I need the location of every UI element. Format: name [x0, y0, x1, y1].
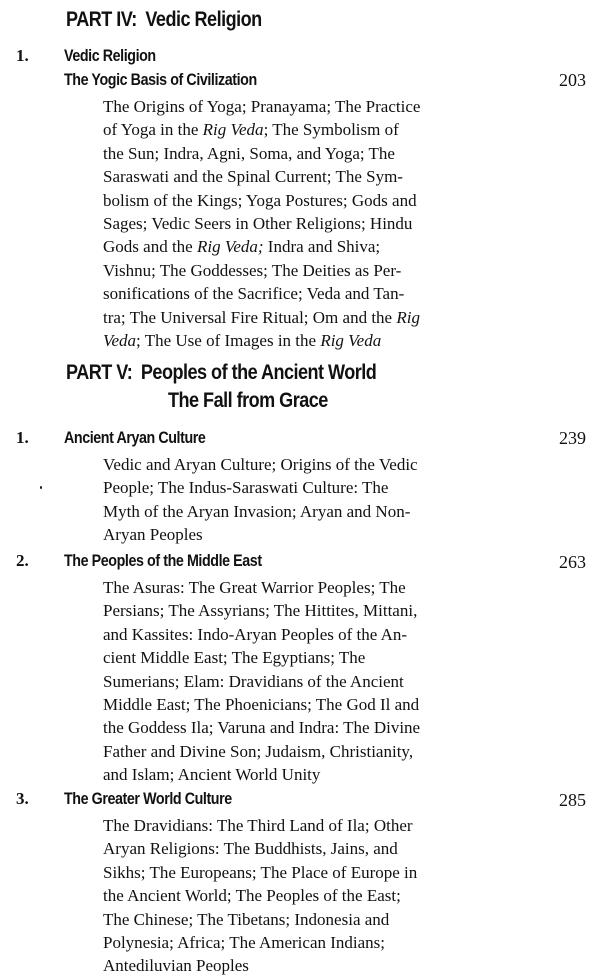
description-line: Gods and the Rig Veda; Indra and Shiva; — [103, 237, 381, 257]
p5-ch3-number: 3. — [16, 789, 29, 808]
p4-ch1-page-number[interactable]: 203 — [559, 70, 586, 90]
description-line: bolism of the Kings; Yoga Postures; Gods and — [103, 190, 417, 210]
p5-ch1-title[interactable]: Ancient Aryan Culture — [64, 428, 206, 447]
p4-ch1-title-line2[interactable]: The Yogic Basis of Civilization — [64, 70, 257, 89]
description-line: The Dravidians: The Third Land of Ila; Other — [103, 816, 413, 835]
p5-ch2-title[interactable]: The Peoples of the Middle East — [64, 551, 262, 570]
description-line: tra; The Universal Fire Ritual; Om and the Rig — [103, 307, 420, 327]
description-line: Vedic and Aryan Culture; Origins of the Vedic — [103, 455, 418, 474]
description-line: Vishnu; The Goddesses; The Deities as Per- — [103, 260, 402, 280]
description-line: sonifications of the Sacrifice; Veda and Tan- — [103, 284, 405, 304]
description-line: Sages; Vedic Seers in Other Religions; Hindu — [103, 214, 413, 234]
p4-ch1-title-line1[interactable]: Vedic Religion — [64, 46, 156, 65]
p5-ch3-page-number[interactable]: 285 — [559, 790, 586, 810]
print-speck — [40, 486, 42, 489]
description-line: The Chinese; The Tibetans; Indonesia and — [103, 909, 390, 929]
description-line: Father and Divine Son; Judaism, Christianity, — [103, 741, 414, 761]
part-5-label: PART V: — [66, 361, 133, 384]
p5-ch1-page-number[interactable]: 239 — [559, 428, 586, 448]
p4-ch1-number: 1. — [16, 46, 29, 65]
part-5-subtitle: The Fall from Grace — [168, 389, 328, 412]
p5-ch2-description — [103, 576, 488, 787]
p5-ch3-description — [103, 814, 488, 978]
p4-ch1-description — [103, 95, 488, 352]
part-5-heading — [66, 361, 376, 385]
p5-ch2-page-number[interactable]: 263 — [559, 552, 586, 572]
description-line: Sumerians; Elam: Dravidians of the Ancient — [103, 671, 404, 691]
part-4-heading — [66, 8, 262, 32]
description-line: Antediluvian Peoples — [103, 956, 249, 976]
p5-ch1-description — [103, 453, 488, 547]
description-line: People; The Indus-Saraswati Culture: The — [103, 478, 389, 498]
p5-ch2-number: 2. — [16, 551, 29, 570]
description-line: Aryan Religions: The Buddhists, Jains, and — [103, 839, 398, 859]
description-line: cient Middle East; The Egyptians; The — [103, 648, 366, 668]
part-4-title: Vedic Religion — [145, 8, 262, 31]
part-5-title: Peoples of the Ancient World — [140, 361, 377, 384]
description-line: the Ancient World; The Peoples of the East; — [103, 886, 401, 906]
description-line: and Kassites: Indo-Aryan Peoples of the An- — [103, 624, 408, 644]
description-line: the Goddess Ila; Varuna and Indra: The Divine — [103, 718, 421, 738]
description-line: Middle East; The Phoenicians; The God Il and — [103, 695, 420, 715]
description-line: Veda; The Use of Images in the Rig Veda — [103, 331, 382, 351]
description-line: The Origins of Yoga; Pranayama; The Practice — [103, 97, 421, 116]
description-line: Aryan Peoples — [103, 525, 203, 545]
description-line: Myth of the Aryan Invasion; Aryan and Non- — [103, 501, 411, 521]
description-line: of Yoga in the Rig Veda; The Symbolism of — [103, 120, 399, 140]
description-line: Persians; The Assyrians; The Hittites, Mittani, — [103, 601, 418, 621]
description-line: Sikhs; The Europeans; The Place of Europe in — [103, 862, 418, 882]
description-line: The Asuras: The Great Warrior Peoples; The — [103, 578, 406, 597]
p5-ch1-number: 1. — [16, 428, 29, 447]
part-4-label: PART IV: — [66, 8, 137, 31]
description-line: and Islam; Ancient World Unity — [103, 765, 321, 785]
description-line: Polynesia; Africa; The American Indians; — [103, 933, 386, 953]
description-line: the Sun; Indra, Agni, Soma, and Yoga; The — [103, 143, 395, 163]
p5-ch3-title[interactable]: The Greater World Culture — [64, 789, 232, 808]
description-line: Saraswati and the Spinal Current; The Sym- — [103, 167, 403, 187]
